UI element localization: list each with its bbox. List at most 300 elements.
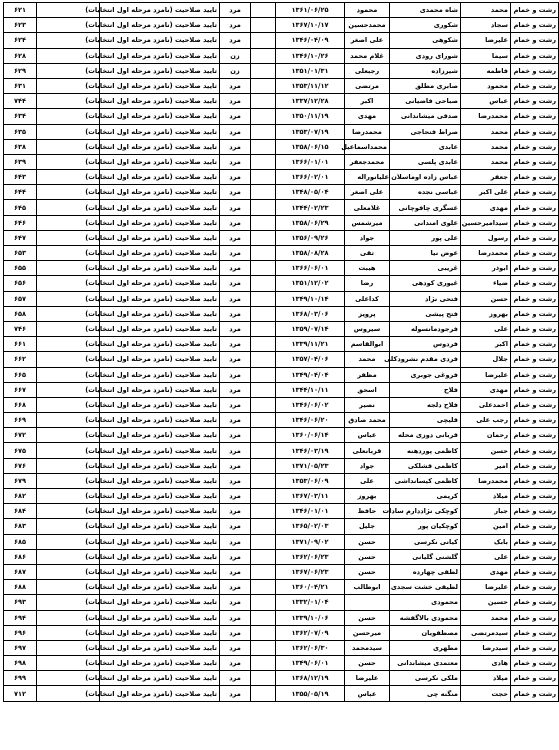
first-name-cell: حسن (461, 443, 511, 458)
code-cell: ۶۹۹ (4, 671, 37, 686)
first-name-cell: سیدامیرحسین (461, 215, 511, 230)
status-cell: تایید صلاحیت (نامزد مرحله اول انتخابات) (100, 640, 220, 655)
gender-cell: مرد (220, 124, 251, 139)
first-name-cell: رسول (461, 230, 511, 245)
father-name-cell: محمداسماعیل (345, 139, 390, 154)
gender-cell: مرد (220, 458, 251, 473)
birth-date-cell: ۱۳۷۱/۰۹/۰۲ (276, 534, 345, 549)
code-cell: ۶۸۵ (4, 534, 37, 549)
table-row (4, 139, 559, 154)
code-cell: ۶۹۳ (4, 595, 37, 610)
first-name-cell: ابوذر (461, 261, 511, 276)
code-cell: ۶۳۹ (4, 154, 37, 169)
gender-cell: مرد (220, 94, 251, 109)
code-cell: ۶۳۵ (4, 124, 37, 139)
first-name-cell: رحمان (461, 428, 511, 443)
last-name-cell: فتح پیشی (390, 306, 461, 321)
status-cell: تایید صلاحیت (نامزد مرحله اول انتخابات) (100, 215, 220, 230)
last-name-cell: فرجودمانسوله (390, 321, 461, 336)
region-cell: رشت و خمام (511, 640, 559, 655)
first-name-cell: مهدی (461, 200, 511, 215)
last-name-cell: عابدی پلسی (390, 154, 461, 169)
last-name-cell: کاظمی کیسانداشی (390, 473, 461, 488)
region-cell: رشت و خمام (511, 109, 559, 124)
father-name-cell: رجبعلی (345, 63, 390, 78)
status-cell: تایید صلاحیت (نامزد مرحله اول انتخابات) (100, 170, 220, 185)
status-cell: تایید صلاحیت (نامزد مرحله اول انتخابات) (100, 595, 220, 610)
last-name-cell: محمودی (390, 595, 461, 610)
last-name-cell: کوچکیان پور (390, 519, 461, 534)
region-cell: رشت و خمام (511, 686, 559, 701)
last-name-cell: ملکی نکرسی (390, 671, 461, 686)
birth-date-cell: ۱۳۴۹/۰۴/۰۴ (276, 367, 345, 382)
birth-date-cell: ۱۳۶۶/۰۱/۰۱ (276, 154, 345, 169)
empty-cell (251, 185, 276, 200)
father-name-cell: مظفر (345, 367, 390, 382)
table-row (4, 337, 559, 352)
gender-cell: مرد (220, 200, 251, 215)
last-name-cell: شاه محمدی (390, 3, 461, 18)
first-name-cell: علیرضا (461, 33, 511, 48)
table-row (4, 124, 559, 139)
code-cell: ۷۴۴ (4, 94, 37, 109)
empty-cell (251, 382, 276, 397)
code-cell: ۶۴۵ (4, 200, 37, 215)
gender-cell: مرد (220, 580, 251, 595)
birth-date-cell: ۱۳۶۸/۱۲/۱۹ (276, 671, 345, 686)
candidate-table-body (4, 3, 559, 702)
region-cell: رشت و خمام (511, 443, 559, 458)
first-name-cell: حسن (461, 291, 511, 306)
father-name-cell: محمد صادق (345, 413, 390, 428)
region-cell: رشت و خمام (511, 397, 559, 412)
first-name-cell: محمد (461, 124, 511, 139)
status-cell: تایید صلاحیت (نامزد مرحله اول انتخابات) (100, 549, 220, 564)
status-cell: تایید صلاحیت (نامزد مرحله اول انتخابات) (100, 63, 220, 78)
code-cell: ۶۴۳ (4, 170, 37, 185)
code-cell: ۷۴۶ (4, 321, 37, 336)
status-cell: تایید صلاحیت (نامزد مرحله اول انتخابات) (100, 139, 220, 154)
status-cell: تایید صلاحیت (نامزد مرحله اول انتخابات) (100, 413, 220, 428)
table-row (4, 428, 559, 443)
last-name-cell: گلشنی گلیانی (390, 549, 461, 564)
region-cell: رشت و خمام (511, 595, 559, 610)
empty-cell (251, 519, 276, 534)
first-name-cell: سیما (461, 48, 511, 63)
gender-cell: زن (220, 63, 251, 78)
birth-date-cell: ۱۳۵۸/۰۶/۱۵ (276, 139, 345, 154)
last-name-cell: غریبی (390, 261, 461, 276)
region-cell: رشت و خمام (511, 94, 559, 109)
gender-cell: مرد (220, 109, 251, 124)
birth-date-cell: ۱۳۵۸/۰۶/۲۹ (276, 215, 345, 230)
region-cell: رشت و خمام (511, 261, 559, 276)
father-name-cell: حسن (345, 656, 390, 671)
status-cell: تایید صلاحیت (نامزد مرحله اول انتخابات) (100, 246, 220, 261)
status-cell: تایید صلاحیت (نامزد مرحله اول انتخابات) (100, 458, 220, 473)
birth-date-cell: ۱۳۶۲/۰۶/۲۳ (276, 549, 345, 564)
status-cell: تایید صلاحیت (نامزد مرحله اول انتخابات) (100, 428, 220, 443)
gender-cell: مرد (220, 367, 251, 382)
first-name-cell: سیدمرتضی (461, 625, 511, 640)
status-cell: تایید صلاحیت (نامزد مرحله اول انتخابات) (100, 382, 220, 397)
empty-cell (251, 489, 276, 504)
region-cell: رشت و خمام (511, 63, 559, 78)
father-name-cell: حسن (345, 610, 390, 625)
code-cell: ۶۲۹ (4, 63, 37, 78)
father-name-cell: جلیل (345, 519, 390, 534)
table-row (4, 200, 559, 215)
table-row (4, 656, 559, 671)
empty-cell (251, 276, 276, 291)
birth-date-cell: ۱۳۶۲/۰۷/۰۹ (276, 625, 345, 640)
empty-cell (251, 170, 276, 185)
last-name-cell: صابری مطلق (390, 78, 461, 93)
empty-cell (251, 671, 276, 686)
father-name-cell: پرویز (345, 306, 390, 321)
last-name-cell: فلاح (390, 382, 461, 397)
first-name-cell: عباس (461, 94, 511, 109)
birth-date-cell: ۱۳۵۷/۰۴/۰۶ (276, 352, 345, 367)
birth-date-cell: ۱۳۴۶/۱۰/۲۶ (276, 48, 345, 63)
status-cell: تایید صلاحیت (نامزد مرحله اول انتخابات) (100, 94, 220, 109)
table-row (4, 78, 559, 93)
first-name-cell: بهروز (461, 306, 511, 321)
father-name-cell: حسن (345, 549, 390, 564)
code-cell: ۶۵۸ (4, 306, 37, 321)
code-cell: ۶۴۷ (4, 230, 37, 245)
gender-cell: مرد (220, 564, 251, 579)
region-cell: رشت و خمام (511, 276, 559, 291)
status-cell: تایید صلاحیت (نامزد مرحله اول انتخابات) (100, 337, 220, 352)
empty-cell (251, 337, 276, 352)
birth-date-cell: ۱۳۶۷/۱۰/۱۷ (276, 18, 345, 33)
region-cell: رشت و خمام (511, 124, 559, 139)
gender-cell: مرد (220, 428, 251, 443)
code-cell: ۶۷۲ (4, 428, 37, 443)
birth-date-cell: ۱۳۴۸/۰۵/۰۴ (276, 185, 345, 200)
first-name-cell: بابک (461, 534, 511, 549)
table-row (4, 291, 559, 306)
gender-cell: مرد (220, 413, 251, 428)
empty-cell (251, 261, 276, 276)
gender-cell: مرد (220, 397, 251, 412)
birth-date-cell: ۱۳۵۸/۰۸/۲۸ (276, 246, 345, 261)
code-cell: ۶۵۳ (4, 246, 37, 261)
region-cell: رشت و خمام (511, 18, 559, 33)
first-name-cell: علی اکبر (461, 185, 511, 200)
status-cell: تایید صلاحیت (نامزد مرحله اول انتخابات) (100, 48, 220, 63)
last-name-cell: عباس زاده اوماسلان علیا (390, 170, 461, 185)
father-name-cell: غلامعلی (345, 200, 390, 215)
birth-date-cell: ۱۳۳۹/۱۰/۰۶ (276, 610, 345, 625)
first-name-cell: حجت (461, 686, 511, 701)
first-name-cell: محمود (461, 78, 511, 93)
status-cell: تایید صلاحیت (نامزد مرحله اول انتخابات) (100, 367, 220, 382)
gender-cell: مرد (220, 321, 251, 336)
code-cell: ۶۸۳ (4, 519, 37, 534)
gender-cell: مرد (220, 595, 251, 610)
last-name-cell: کاظمی قشلکی (390, 458, 461, 473)
gender-cell: مرد (220, 246, 251, 261)
first-name-cell: سیدرضا (461, 640, 511, 655)
region-cell: رشت و خمام (511, 154, 559, 169)
code-cell: ۶۷۹ (4, 473, 37, 488)
gender-cell: مرد (220, 215, 251, 230)
status-cell: تایید صلاحیت (نامزد مرحله اول انتخابات) (100, 397, 220, 412)
region-cell: رشت و خمام (511, 306, 559, 321)
candidate-table (3, 2, 559, 702)
code-cell: ۶۸۴ (4, 504, 37, 519)
table-row (4, 306, 559, 321)
empty-cell (251, 3, 276, 18)
empty-cell (251, 94, 276, 109)
empty-cell (251, 291, 276, 306)
table-row (4, 352, 559, 367)
empty-cell (251, 246, 276, 261)
gender-cell: مرد (220, 170, 251, 185)
last-name-cell: فردوس (390, 337, 461, 352)
birth-date-cell: ۱۳۵۶/۰۹/۲۶ (276, 230, 345, 245)
first-name-cell: علیرضا (461, 367, 511, 382)
first-name-cell: محمدرضا (461, 473, 511, 488)
table-row (4, 519, 559, 534)
last-name-cell: مطهری (390, 640, 461, 655)
empty-cell (251, 610, 276, 625)
table-row (4, 261, 559, 276)
father-name-cell: نوراله (345, 170, 390, 185)
gender-cell: مرد (220, 352, 251, 367)
region-cell: رشت و خمام (511, 671, 559, 686)
status-cell: تایید صلاحیت (نامزد مرحله اول انتخابات) (100, 78, 220, 93)
first-name-cell: جعفر (461, 170, 511, 185)
region-cell: رشت و خمام (511, 580, 559, 595)
code-cell: ۶۹۸ (4, 656, 37, 671)
father-name-cell: تقی (345, 246, 390, 261)
father-name-cell: محمدجعفر (345, 154, 390, 169)
last-name-cell: معتمدی میشاندانی (390, 656, 461, 671)
empty-cell (251, 625, 276, 640)
table-row (4, 367, 559, 382)
gender-cell: مرد (220, 534, 251, 549)
birth-date-cell: ۱۳۵۳/۰۶/۰۹ (276, 473, 345, 488)
gender-cell: مرد (220, 306, 251, 321)
region-cell: رشت و خمام (511, 656, 559, 671)
gender-cell: مرد (220, 139, 251, 154)
gender-cell: مرد (220, 337, 251, 352)
code-cell: ۶۴۴ (4, 185, 37, 200)
birth-date-cell: ۱۳۶۱/۰۶/۲۵ (276, 3, 345, 18)
status-cell: تایید صلاحیت (نامزد مرحله اول انتخابات) (100, 625, 220, 640)
gender-cell: مرد (220, 276, 251, 291)
last-name-cell: کریمی (390, 489, 461, 504)
birth-date-cell: ۱۳۳۹/۱۱/۲۱ (276, 337, 345, 352)
status-cell: تایید صلاحیت (نامزد مرحله اول انتخابات) (100, 686, 220, 701)
birth-date-cell: ۱۳۵۹/۰۷/۱۴ (276, 321, 345, 336)
region-cell: رشت و خمام (511, 625, 559, 640)
last-name-cell: فتحی نژاد (390, 291, 461, 306)
empty-cell (251, 367, 276, 382)
code-cell: ۷۱۲ (4, 686, 37, 701)
empty-cell (251, 63, 276, 78)
region-cell: رشت و خمام (511, 534, 559, 549)
last-name-cell: قربانی دوزی محله (390, 428, 461, 443)
father-name-cell: میرحسن (345, 625, 390, 640)
father-name-cell: محمد (345, 352, 390, 367)
birth-date-cell: ۱۳۶۷/۰۶/۲۳ (276, 564, 345, 579)
status-cell: تایید صلاحیت (نامزد مرحله اول انتخابات) (100, 185, 220, 200)
region-cell: رشت و خمام (511, 230, 559, 245)
last-name-cell: لطیفی خشت سجدی (390, 580, 461, 595)
empty-cell (251, 413, 276, 428)
table-row (4, 686, 559, 701)
last-name-cell: فلاح دلجه (390, 397, 461, 412)
table-row (4, 534, 559, 549)
table-row (4, 185, 559, 200)
empty-cell (251, 473, 276, 488)
father-name-cell: قربانعلی (345, 443, 390, 458)
region-cell: رشت و خمام (511, 78, 559, 93)
gender-cell: مرد (220, 261, 251, 276)
table-row (4, 382, 559, 397)
father-name-cell: اسحق (345, 382, 390, 397)
empty-cell (251, 306, 276, 321)
father-name-cell: هیبت (345, 261, 390, 276)
father-name-cell: حسن (345, 564, 390, 579)
father-name-cell: ابوالقاسم (345, 337, 390, 352)
birth-date-cell: ۱۳۶۶/۰۶/۰۱ (276, 261, 345, 276)
region-cell: رشت و خمام (511, 352, 559, 367)
status-cell: تایید صلاحیت (نامزد مرحله اول انتخابات) (100, 230, 220, 245)
gender-cell: مرد (220, 443, 251, 458)
last-name-cell: صباحی فاضیانی (390, 94, 461, 109)
region-cell: رشت و خمام (511, 610, 559, 625)
region-cell: رشت و خمام (511, 48, 559, 63)
status-cell: تایید صلاحیت (نامزد مرحله اول انتخابات) (100, 124, 220, 139)
last-name-cell: عوض نیا (390, 246, 461, 261)
status-cell: تایید صلاحیت (نامزد مرحله اول انتخابات) (100, 200, 220, 215)
code-cell: ۶۵۷ (4, 291, 37, 306)
first-name-cell: احمدعلی (461, 397, 511, 412)
region-cell: رشت و خمام (511, 382, 559, 397)
last-name-cell: کیانی نکرسی (390, 534, 461, 549)
birth-date-cell: ۱۳۵۳/۱۱/۱۲ (276, 78, 345, 93)
birth-date-cell: ۱۳۴۶/۰۳/۱۹ (276, 443, 345, 458)
last-name-cell: علی پور (390, 230, 461, 245)
father-name-cell: جواد (345, 458, 390, 473)
father-name-cell: جواد (345, 230, 390, 245)
empty-cell (251, 321, 276, 336)
last-name-cell: شکوری (390, 18, 461, 33)
last-name-cell: صراط فتحاجی (390, 124, 461, 139)
region-cell: رشت و خمام (511, 519, 559, 534)
first-name-cell: میلاد (461, 489, 511, 504)
empty-cell (251, 686, 276, 701)
last-name-cell: قلیچی (390, 413, 461, 428)
father-name-cell: علیرضا (345, 671, 390, 686)
region-cell: رشت و خمام (511, 246, 559, 261)
first-name-cell: علیرضا (461, 580, 511, 595)
last-name-cell: عابدی (390, 139, 461, 154)
code-cell: ۶۶۹ (4, 413, 37, 428)
empty-cell (251, 33, 276, 48)
table-row (4, 549, 559, 564)
region-cell: رشت و خمام (511, 473, 559, 488)
region-cell: رشت و خمام (511, 185, 559, 200)
first-name-cell: جبار (461, 504, 511, 519)
last-name-cell: محمودی بالاگفشه (390, 610, 461, 625)
first-name-cell: رجب علی (461, 413, 511, 428)
birth-date-cell: ۱۳۶۵/۰۲/۰۳ (276, 519, 345, 534)
birth-date-cell: ۱۳۴۶/۰۶/۰۲ (276, 397, 345, 412)
first-name-cell: حسین (461, 595, 511, 610)
empty-cell (251, 534, 276, 549)
first-name-cell: محمد (461, 139, 511, 154)
last-name-cell: فروغی جوبری (390, 367, 461, 382)
empty-cell (251, 18, 276, 33)
gender-cell: مرد (220, 291, 251, 306)
code-cell: ۶۶۲ (4, 352, 37, 367)
father-name-cell (345, 595, 390, 610)
father-name-cell: حافظ (345, 504, 390, 519)
table-row (4, 640, 559, 655)
table-row (4, 504, 559, 519)
birth-date-cell: ۱۳۶۷/۰۳/۱۱ (276, 489, 345, 504)
birth-date-cell: ۱۳۳۷/۱۲/۲۸ (276, 94, 345, 109)
last-name-cell: کاظمی پوردهنه (390, 443, 461, 458)
father-name-cell: سیدمحمد (345, 640, 390, 655)
code-cell: ۶۸۲ (4, 489, 37, 504)
father-name-cell: محمدحسین (345, 18, 390, 33)
status-cell: تایید صلاحیت (نامزد مرحله اول انتخابات) (100, 610, 220, 625)
father-name-cell: نصیر (345, 397, 390, 412)
gender-cell: مرد (220, 671, 251, 686)
last-name-cell: عسگری چافوچانی (390, 200, 461, 215)
table-row (4, 473, 559, 488)
gender-cell: مرد (220, 473, 251, 488)
region-cell: رشت و خمام (511, 200, 559, 215)
birth-date-cell: ۱۳۴۶/۰۱/۰۱ (276, 504, 345, 519)
birth-date-cell: ۱۳۴۹/۱۰/۱۴ (276, 291, 345, 306)
region-cell: رشت و خمام (511, 549, 559, 564)
first-name-cell: محمد (461, 3, 511, 18)
last-name-cell: منگنه چی (390, 686, 461, 701)
birth-date-cell: ۱۳۴۶/۰۶/۲۰ (276, 413, 345, 428)
first-name-cell: محمدرضا (461, 246, 511, 261)
table-row (4, 397, 559, 412)
empty-cell (251, 580, 276, 595)
status-cell: تایید صلاحیت (نامزد مرحله اول انتخابات) (100, 352, 220, 367)
last-name-cell: فردی مقدم نشرودکلی (390, 352, 461, 367)
table-row (4, 671, 559, 686)
empty-cell (251, 124, 276, 139)
first-name-cell: علی (461, 549, 511, 564)
region-cell: رشت و خمام (511, 33, 559, 48)
table-row (4, 246, 559, 261)
father-name-cell: محمود (345, 3, 390, 18)
empty-cell (251, 200, 276, 215)
code-cell: ۶۶۷ (4, 382, 37, 397)
code-cell: ۶۶۸ (4, 397, 37, 412)
candidate-list-sheet (3, 2, 556, 702)
gender-cell: مرد (220, 230, 251, 245)
empty-cell (251, 595, 276, 610)
code-cell: ۶۵۵ (4, 261, 37, 276)
code-cell: ۶۲۸ (4, 48, 37, 63)
status-cell: تایید صلاحیت (نامزد مرحله اول انتخابات) (100, 534, 220, 549)
father-name-cell: میرشمس (345, 215, 390, 230)
father-name-cell: سیروس (345, 321, 390, 336)
